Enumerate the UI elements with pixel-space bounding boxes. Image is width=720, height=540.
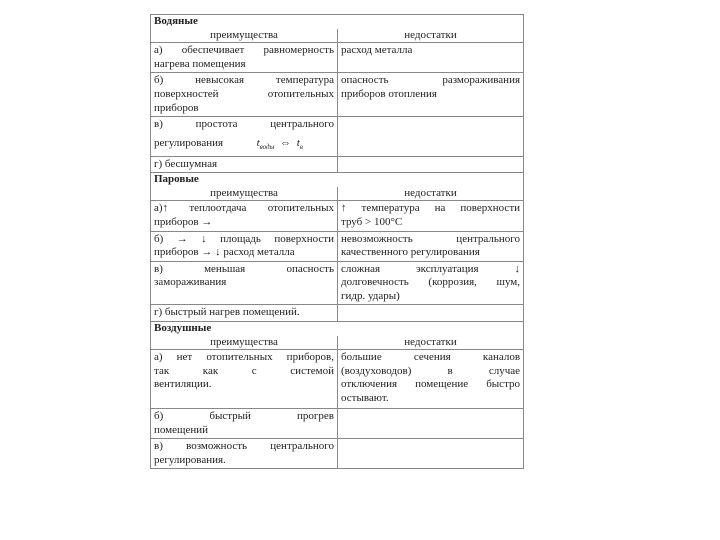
air-dis-a: большие сечения каналов (воздуховодов) в случае отключения помещение быстро остывают. bbox=[338, 350, 524, 409]
air-adv-b: б) быстрый прогрев помещений bbox=[151, 409, 338, 439]
steam-adv-c: в) меньшая опасность замораживания bbox=[151, 261, 338, 305]
air-dis-header: недостатки bbox=[338, 336, 524, 350]
steam-adv-a: а)↑ теплоотдача отопительных приборов → bbox=[151, 201, 338, 231]
steam-adv-d: г) быстрый нагрев помещений. bbox=[151, 305, 338, 322]
water-dis-d bbox=[338, 156, 524, 173]
water-dis-c bbox=[338, 117, 524, 156]
water-adv-c: в) простота центрального регулирования $t_{воды}$ ⇔ $t_в$ bbox=[151, 117, 338, 156]
steam-dis-a: ↑ температура на поверхности труб > 100°С bbox=[338, 201, 524, 231]
section-title-steam: Паровые bbox=[151, 173, 524, 187]
section-title-air: Воздушные bbox=[151, 322, 524, 336]
steam-dis-d bbox=[338, 305, 524, 322]
air-adv-header: преимущества bbox=[151, 336, 338, 350]
steam-adv-b: б) → ↓ площадь поверхности приборов → ↓ расход металла bbox=[151, 231, 338, 261]
table-row bbox=[151, 305, 524, 322]
steam-dis-c: сложная эксплуатация ↓ долговечность (коррозия, шум, гидр. удары) bbox=[338, 261, 524, 305]
water-adv-b: б) невысокая температура поверхностей отопительных приборов bbox=[151, 73, 338, 117]
table-row bbox=[151, 350, 524, 409]
table-row bbox=[151, 156, 524, 173]
table-row bbox=[151, 231, 524, 261]
regulation-formula: регулирования $t_{воды}$ ⇔ $t_в$ bbox=[154, 136, 303, 151]
equivalence-arrow-icon: ⇔ bbox=[280, 136, 292, 149]
water-adv-d: г) бесшумная bbox=[151, 156, 338, 173]
air-dis-c bbox=[338, 439, 524, 469]
air-dis-b bbox=[338, 409, 524, 439]
steam-dis-header: недостатки bbox=[338, 187, 524, 201]
table-row bbox=[151, 117, 524, 156]
table-row bbox=[151, 43, 524, 73]
water-dis-header: недостатки bbox=[338, 29, 524, 43]
table-row bbox=[151, 73, 524, 117]
water-adv-a: а) обеспечивает равномерность нагрева помещения bbox=[151, 43, 338, 73]
air-adv-a: а) нет отопительных приборов, так как с системой вентиляции. bbox=[151, 350, 338, 409]
heating-systems-table bbox=[150, 14, 523, 469]
table-row bbox=[151, 261, 524, 305]
section-title-water: Водяные bbox=[151, 15, 524, 29]
table-row bbox=[151, 439, 524, 469]
water-adv-header: преимущества bbox=[151, 29, 338, 43]
water-dis-a: расход металла bbox=[338, 43, 524, 73]
air-adv-c: в) возможность центрального регулирования. bbox=[151, 439, 338, 469]
steam-adv-header: преимущества bbox=[151, 187, 338, 201]
table-row bbox=[151, 201, 524, 231]
steam-dis-b: невозможность центрального качественного регулирования bbox=[338, 231, 524, 261]
table-row bbox=[151, 409, 524, 439]
water-dis-b: опасность размораживания приборов отопления bbox=[338, 73, 524, 117]
